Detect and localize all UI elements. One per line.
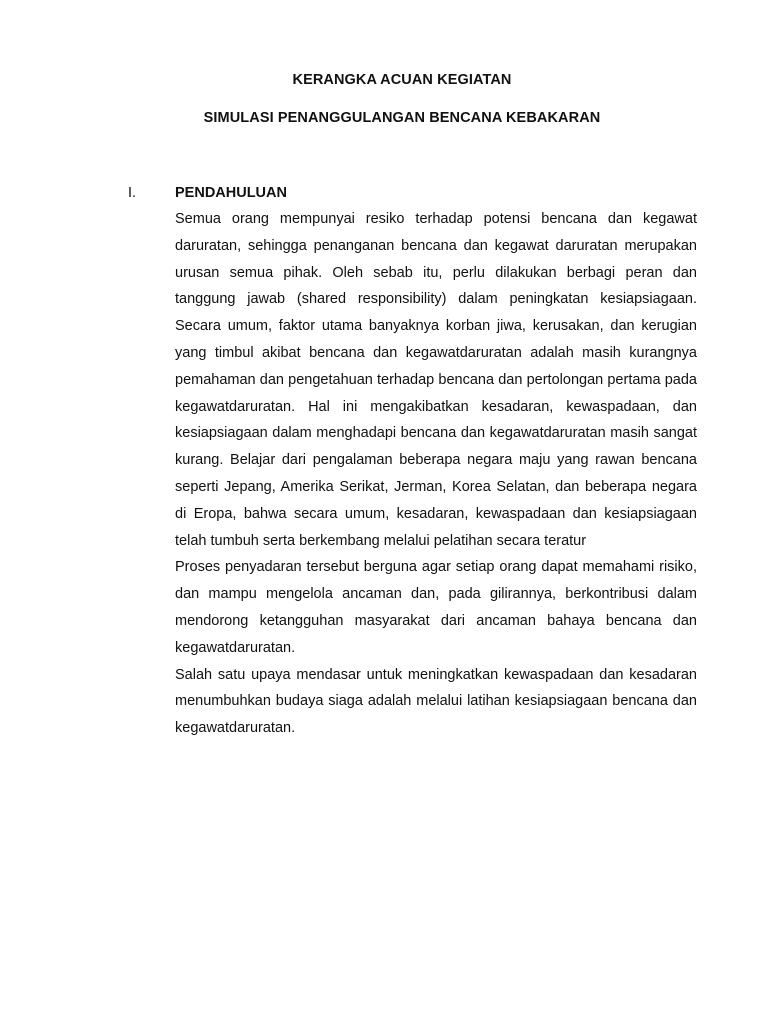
paragraph-3: Salah satu upaya mendasar untuk meningkatkan kewaspadaan dan kesadaran menumbuhkan budaya siaga adalah melalui latihan kesiapsiagaan bencana dan kegawatdaruratan. xyxy=(175,666,697,737)
section-body xyxy=(175,206,697,742)
section-heading: PENDAHULUAN xyxy=(175,185,287,201)
document-title: KERANGKA ACUAN KEGIATAN xyxy=(292,72,512,88)
document-subtitle: SIMULASI PENANGGULANGAN BENCANA KEBAKARAN xyxy=(203,110,601,126)
paragraph-1: Semua orang mempunyai resiko terhadap potensi bencana dan kegawat daruratan, sehingga penanganan bencana dan kegawat daruratan merupakan urusan semua pihak. Oleh sebab itu, perlu dilakukan berbagi peran dan tanggung jawab (shared responsibility) dalam peningkatan kesiapsiagaan. Secara umum, faktor utama banyaknya korban jiwa, kerusakan, dan kerugian yang timbul akibat bencana dan kegawatdaruratan adalah masih kurangnya pemahaman dan pengetahuan terhadap bencana dan pertolongan pertama pada kegawatdaruratan. Hal ini mengakibatkan kesadaran, kewaspadaan, dan kesiapsiagaan dalam menghadapi bencana dan kegawatdaruratan masih sangat kurang. Belajar dari pengalaman beberapa negara maju yang rawan bencana seperti Jepang, Amerika Serikat, Jerman, Korea Selatan, dan beberapa negara di Eropa, bahwa secara umum, kesadaran, kewaspadaan dan kesiapsiagaan telah tumbuh serta berkembang melalui pelatihan secara teratur xyxy=(175,211,697,549)
section-number: I. xyxy=(128,185,137,201)
paragraph-2: Proses penyadaran tersebut berguna agar setiap orang dapat memahami risiko, dan mampu mengelola ancaman dan, pada gilirannya, berkontribusi dalam mendorong ketangguhan masyarakat dari ancaman bahaya bencana dan kegawatdaruratan. xyxy=(175,559,697,656)
